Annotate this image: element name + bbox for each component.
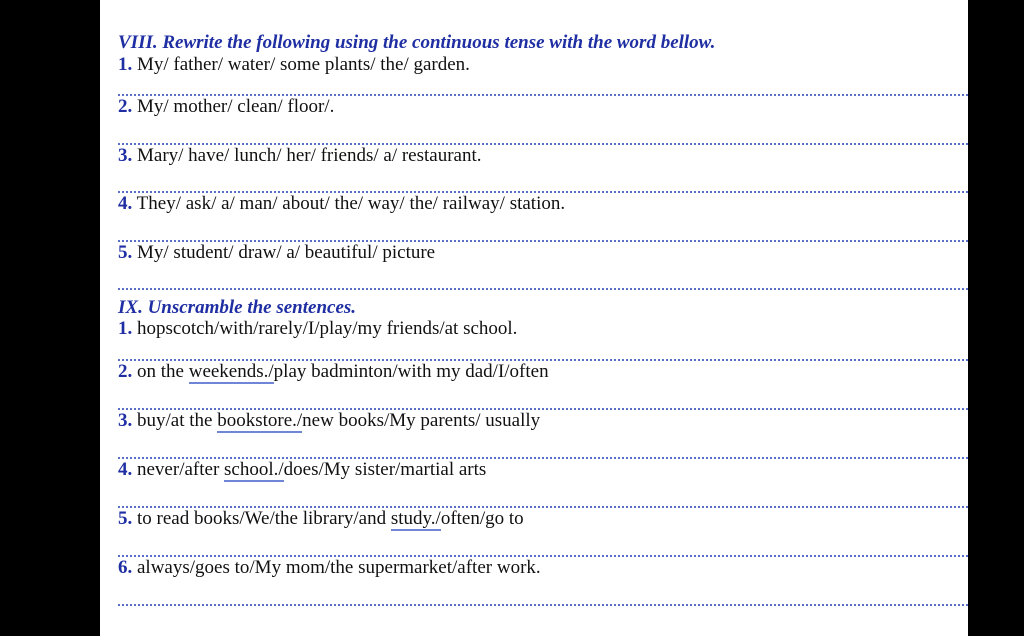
- exercise-item: [118, 459, 968, 508]
- underlined-word: weekends./: [188, 361, 274, 383]
- item-number: 6.: [118, 557, 133, 579]
- item-text: My/ mother/ clean/ floor/.: [137, 96, 335, 117]
- item-text: My/ father/ water/ some plants/ the/ garden.: [137, 54, 470, 75]
- section-ix-title: IX. Unscramble the sentences.: [118, 297, 357, 319]
- exercise-item: [118, 242, 968, 291]
- item-number: 3.: [118, 144, 133, 166]
- item-text: Mary/ have/ lunch/ her/ friends/ a/ restaurant.: [137, 144, 482, 166]
- item-text-end: play badminton/with my dad/I/often: [273, 361, 549, 383]
- item-text-end: does/My sister/martial arts: [283, 459, 487, 481]
- section-ix: [118, 296, 968, 606]
- underlined-word: study./: [390, 508, 441, 530]
- exercise-item: [118, 145, 968, 194]
- item-text: My/ student/ draw/ a/ beautiful/ picture: [137, 241, 436, 263]
- item-number: 3.: [118, 410, 133, 432]
- item-text-end: often/go to: [440, 508, 524, 530]
- item-text-start: on the: [137, 361, 189, 383]
- item-number: 2.: [118, 96, 133, 117]
- item-number: 5.: [118, 508, 133, 530]
- worksheet-page: [100, 0, 968, 636]
- exercise-item: [118, 56, 968, 96]
- item-text-start: to read books/We/the library/and: [137, 508, 391, 530]
- item-text: always/goes to/My mom/the supermarket/after work.: [137, 557, 541, 579]
- item-number: 1.: [118, 318, 133, 340]
- item-text-start: buy/at the: [137, 410, 218, 432]
- item-text-start: never/after: [137, 459, 225, 481]
- item-number: 2.: [118, 361, 133, 383]
- section-viii-title: VIII. Rewrite the following using the continuous tense with the word bellow.: [118, 32, 716, 53]
- item-text: They/ ask/ a/ man/ about/ the/ way/ the/ railway/ station.: [136, 193, 566, 215]
- item-text-end: new books/My parents/ usually: [302, 410, 541, 432]
- exercise-item: [118, 410, 968, 459]
- item-number: 4.: [118, 193, 133, 215]
- section-viii: [118, 30, 968, 290]
- exercise-item: [118, 320, 968, 361]
- exercise-item: [118, 508, 968, 557]
- exercise-item: [118, 361, 968, 410]
- exercise-item: [118, 193, 968, 242]
- item-text: hopscotch/with/rarely/I/play/my friends/at school.: [137, 318, 518, 340]
- exercise-item: [118, 557, 968, 606]
- exercise-item: [118, 96, 968, 145]
- item-number: 4.: [118, 459, 133, 481]
- underlined-word: school./: [224, 459, 284, 481]
- worksheet-content: [118, 30, 968, 606]
- item-number: 1.: [118, 54, 133, 75]
- item-number: 5.: [118, 241, 133, 263]
- underlined-word: bookstore./: [217, 410, 303, 432]
